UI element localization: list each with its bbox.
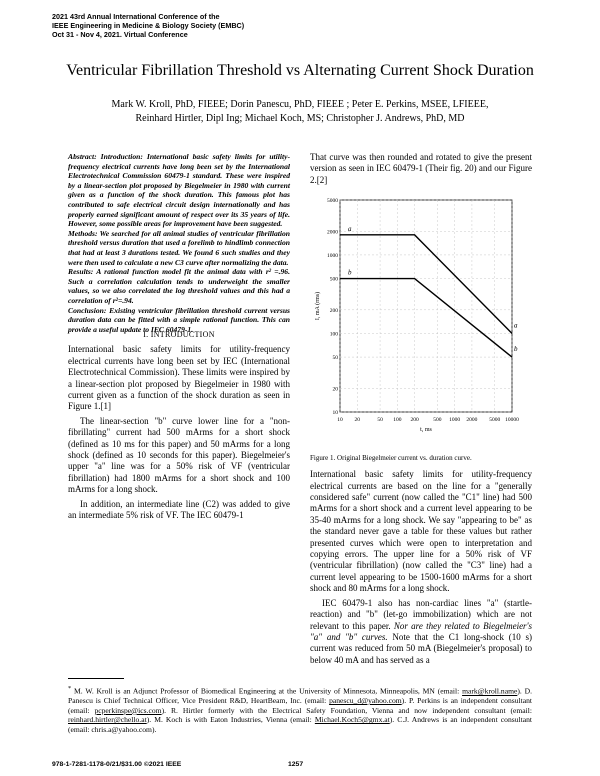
email-link[interactable]: Michael.Koch5@gmx.at xyxy=(314,715,390,725)
right-column xyxy=(310,152,532,669)
y-tick-label: 20 xyxy=(332,386,338,393)
series-end-label-b: b xyxy=(514,345,518,354)
x-tick-label: 100 xyxy=(393,417,402,424)
plot-frame xyxy=(340,200,512,412)
email-link[interactable]: pcperkinspe@ics.com xyxy=(94,705,162,715)
abstract-methods: Methods: We searched for all animal studies of ventricular fibrillation threshold versus duration that used a forelimb to hindlimb connection that had at least 3 durations tested. We found 6 such studies and they were then used to calculate a new C3 curve after normalizing the data. xyxy=(68,228,290,267)
y-tick-label: 500 xyxy=(329,276,338,283)
paragraph-emphasis: Nor are they related to Biegelmeier's "a" and "b" curves. xyxy=(310,620,532,642)
footnote-rule xyxy=(68,678,124,679)
paragraph: International basic safety limits for utility-frequency electrical currents have long been set by IEC (International Electrotechnical Commission). These limits were inspired by a linear-section plot proposed by Biegelmeier in 1980 with current given as a function of the shock duration as seen in Figure 1.[1] xyxy=(68,344,290,412)
header-line: 2021 43rd Annual International Conference of the xyxy=(52,12,220,21)
author-line: Mark W. Kroll, PhD, FIEEE; Dorin Panescu, PhD, FIEEE ; Peter E. Perkins, MSEE, LFIEEE, xyxy=(111,99,489,110)
footnote xyxy=(68,684,532,735)
isbn-line: 978-1-7281-1178-0/21/$31.00 ©2021 IEEE xyxy=(52,761,182,768)
paragraph: That curve was then rounded and rotated to give the present version as seen in IEC 60479-1 (Their fig. 20) and our Figure 2.[2] xyxy=(310,152,532,185)
email-link[interactable]: reinhard.hirtler@chello.at xyxy=(68,715,147,725)
paragraph xyxy=(310,598,532,666)
paragraph: In addition, an intermediate line (C2) was added to give an intermediate 5% risk of VF. The IEC 60479-1 xyxy=(68,498,290,521)
abstract-results: Results: A rational function model fit the animal data with r² =.96. Such a correlation calculation tends to underweight the smaller values, so we also correlated the log threshold values and this had a correlation of r²=.94. xyxy=(68,267,290,305)
y-axis-label: I, mA (rms) xyxy=(315,292,321,321)
y-tick-label: 1000 xyxy=(327,253,338,260)
x-tick-label: 5000 xyxy=(489,417,501,424)
series-label-a: a xyxy=(348,225,352,234)
x-tick-label: 10 xyxy=(337,417,343,424)
email-link[interactable]: mark@kroll.name xyxy=(462,686,518,696)
page-number: 1257 xyxy=(288,761,304,768)
x-axis-label: t, ms xyxy=(420,427,432,434)
x-tick-label: 50 xyxy=(377,417,383,424)
y-tick-label: 5000 xyxy=(327,198,338,205)
paragraph-text: Note that the C1 long-shock (10 s) current was reduced from 50 mA (Biegelmeier's proposal) to below 40 mA and has served as a xyxy=(310,631,532,665)
header-line: Oct 31 - Nov 4, 2021. Virtual Conference xyxy=(52,30,188,39)
footnote-text: M. W. Kroll is an Adjunct Professor of Biomedical Engineering at the University of Minnesota, Minneapolis, MN (email: xyxy=(71,686,463,696)
figure-1-chart xyxy=(310,190,532,452)
series-line-b xyxy=(340,279,512,358)
paragraph: The linear-section "b" curve lower line for a "non-fibrillating" current had 500 mArms for a short shock (defined as 10 ms for this paper) and 50 mArms for a long shock (defined as 10 seconds for this paper). Biegelmeier's upper "a" line was for a 50% risk of VF (ventricular fibrillation) had 1800 mArms for a short shock and 100 mArms for a long shock. xyxy=(68,415,290,495)
email-link[interactable]: panescu_d@yahoo.com xyxy=(329,696,402,706)
y-tick-label: 50 xyxy=(332,355,338,362)
paragraph-text: IEC 60479-1 also has non-cardiac lines "a" (startle-reaction) and "b" (let-go immobilization) which are not relevant to this paper. xyxy=(310,597,532,631)
abstract-intro: Abstract: Introduction: International basic safety limits for utility-frequency electrical currents have long been set by the International Electrotechnical Commission 60479-1 standard. These were inspired by a linear-section plot proposed by Biegelmeier in 1980 with current given as a function of the shock duration. This famous plot has contributed to safe electrical circuit design internationally and has properly earned significant amount of respect over its 35 years of life. However, some possible areas for improvement have been suggested. xyxy=(68,152,290,229)
x-tick-label: 20 xyxy=(354,417,361,424)
figure-caption: Figure 1. Original Biegelmeier current vs. duration curve. xyxy=(310,454,472,463)
x-tick-label: 2000 xyxy=(466,417,478,424)
footnote-text: ). D. Panescu is Chief Technical Officer, Vice President R&D, HeartBeam, Inc. (email: xyxy=(68,686,532,706)
footnote-text: ). P. Perkins is an independent consultant (email: xyxy=(68,696,533,715)
y-tick-label: 200 xyxy=(329,308,338,315)
series-line-a xyxy=(340,235,512,334)
paragraph: International basic safety limits for utility-frequency electrical currents are based on the line for a "generally considered safe" current (now called the "C1" line) had 500 mArms for a short shock and a current level appearing to be 35-40 mArms for a long shock. We say "appearing to be" as the standard never gave a table for these values but rather presented curves which were open to interpretation and copying errors. The upper line for a 50% risk of VF (ventricular fibrillation) (now called the "C3" line) had a current level appearing to be 1500-1600 mArms for a short shock and 80 mArms for a long shock. xyxy=(310,469,532,594)
author-list xyxy=(70,98,530,126)
y-tick-label: 10 xyxy=(332,410,338,417)
footnote-text: ). R. Hirtler formerly with the Electrical Safety Foundation, Vienna and now independent consultant (email: xyxy=(161,705,533,715)
abstract xyxy=(68,152,290,334)
footnote-text: ). M. Koch is with Eaton Industries, Vienna (email: xyxy=(146,715,315,725)
series-label-b: b xyxy=(348,268,352,277)
y-tick-label: 100 xyxy=(329,331,338,338)
left-body xyxy=(68,322,290,525)
x-tick-label: 500 xyxy=(433,417,442,424)
series-end-label-a: a xyxy=(514,321,518,330)
paper-title: Ventricular Fibrillation Threshold vs Alternating Current Shock Duration xyxy=(66,62,534,79)
conference-header xyxy=(52,12,244,39)
x-tick-label: 200 xyxy=(410,417,419,424)
header-line: IEEE Engineering in Medicine & Biology Society (EMBC) xyxy=(52,21,245,30)
footnote-marker: * xyxy=(68,685,72,692)
x-tick-label: 10000 xyxy=(505,417,519,424)
y-tick-label: 2000 xyxy=(327,229,338,236)
section-heading: I. INTRODUCTION xyxy=(143,330,215,339)
abstract-conclusion: Conclusion: Existing ventricular fibrillation threshold current versus duration data can be fitted with a simple rational function. This can provide a useful update to IEC 60479-1. xyxy=(68,305,290,334)
footnote-text: ). C.J. Andrews is an independent consultant (email: chris.a@yahoo.com). xyxy=(68,715,532,734)
x-tick-label: 1000 xyxy=(449,417,461,424)
author-line: Reinhard Hirtler, Dipl Ing; Michael Koch, MS; Christopher J. Andrews, PhD, MD xyxy=(135,113,465,124)
